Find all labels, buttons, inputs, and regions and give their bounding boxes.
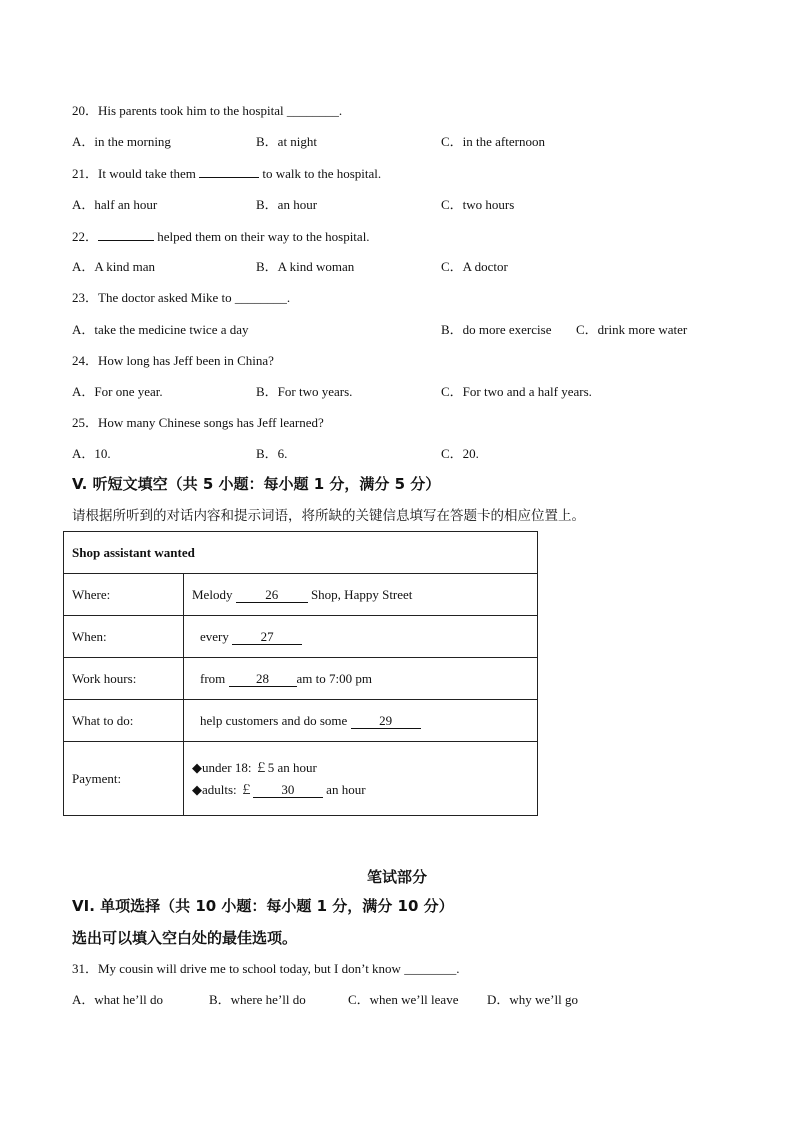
question-21-option-b: B．an hour [256,197,318,212]
question-22-option-b: B．A kind woman [256,259,355,274]
question-21-stem-after: to walk to the hospital. [259,166,382,181]
question-31-option-c: C．when we’ll leave [348,992,459,1007]
row-content [184,658,538,700]
question-22-stem-after: helped them on their way to the hospital. [154,229,370,244]
question-23-stem: 23．The doctor asked Mike to ________. [72,290,291,305]
question-24-option-a: A．For one year. [72,384,163,399]
question-25-option-b: B．6. [256,446,288,461]
answer-blank-26: 26 [236,588,308,603]
question-21-stem [72,165,381,182]
row-text-after: Shop, Happy Street [307,586,413,602]
answer-blank-28: 28 [229,672,297,687]
row-label: When: [64,616,184,658]
question-20-option-c: C．in the afternoon [441,134,545,149]
question-20-option-a: A．in the morning [72,134,171,149]
row-text-before: Melody [192,586,236,602]
table-row [64,742,538,816]
row-text-before: from [200,670,229,686]
shop-assistant-table [63,531,538,816]
row-label: What to do: [64,700,184,742]
question-23-option-c: C．drink more water [576,322,688,337]
row-text-after: am to 7:00 pm [296,670,372,686]
question-31-option-a: A．what he’ll do [72,992,163,1007]
row-content [184,700,538,742]
question-22-option-c: C．A doctor [441,259,508,274]
question-20-option-b: B．at night [256,134,318,149]
section-5-instruction: 请根据所听到的对话内容和提示词语，将所缺的关键信息填写在答题卡的相应位置上。 [72,508,585,524]
table-row [64,700,538,742]
answer-blank-29: 29 [351,714,421,729]
question-22-number: 22． [72,229,99,244]
question-24-stem: 24．How long has Jeff been in China? [72,353,274,368]
question-31-stem: 31．My cousin will drive me to school today, but I don’t know ________. [72,961,460,976]
question-20-stem: 20．His parents took him to the hospital ________. [72,103,343,118]
row-label: Payment: [64,742,184,816]
question-25-stem: 25．How many Chinese songs has Jeff learned? [72,415,324,430]
section-5-heading: V. 听短文填空（共 5 小题：每小题 1 分，满分 5 分） [72,475,441,493]
answer-blank [199,165,259,178]
question-22-stem [72,228,370,245]
row-text-before: every [200,628,233,644]
row-label: Work hours: [64,658,184,700]
question-22-option-a: A．A kind man [72,259,156,274]
question-25-option-c: C．20. [441,446,479,461]
question-25-option-a: A．10. [72,446,111,461]
question-31-option-b: B．where he’ll do [209,992,306,1007]
section-6-instruction: 选出可以填入空白处的最佳选项。 [72,929,298,947]
row-content [184,742,538,816]
table-row [64,658,538,700]
section-6-heading: VI. 单项选择（共 10 小题：每小题 1 分，满分 10 分） [72,897,454,915]
payment-under-18: ◆under 18: ￡5 an hour [192,759,317,775]
row-content [184,616,538,658]
table-title: Shop assistant wanted [64,532,538,574]
row-label: Where: [64,574,184,616]
answer-blank-30: 30 [253,783,323,798]
row-content [184,574,538,616]
payment-adults-label: ◆adults: ￡ [192,781,253,797]
row-text-before: help customers and do some [200,712,351,728]
answer-blank-27: 27 [232,630,302,645]
written-part-title: 笔试部分 [366,868,427,886]
question-23-option-b: B．do more exercise [441,322,552,337]
question-21-stem-before: 21．It would take them [72,166,200,181]
question-21-option-c: C．two hours [441,197,515,212]
question-31-option-d: D．why we’ll go [487,992,578,1007]
question-24-option-c: C．For two and a half years. [441,384,592,399]
answer-blank [98,228,154,241]
question-21-option-a: A．half an hour [72,197,158,212]
question-24-option-b: B．For two years. [256,384,353,399]
payment-adults [192,782,529,798]
payment-adults-unit: an hour [322,781,366,797]
table-row [64,616,538,658]
table-row [64,574,538,616]
question-23-option-a: A．take the medicine twice a day [72,322,249,337]
